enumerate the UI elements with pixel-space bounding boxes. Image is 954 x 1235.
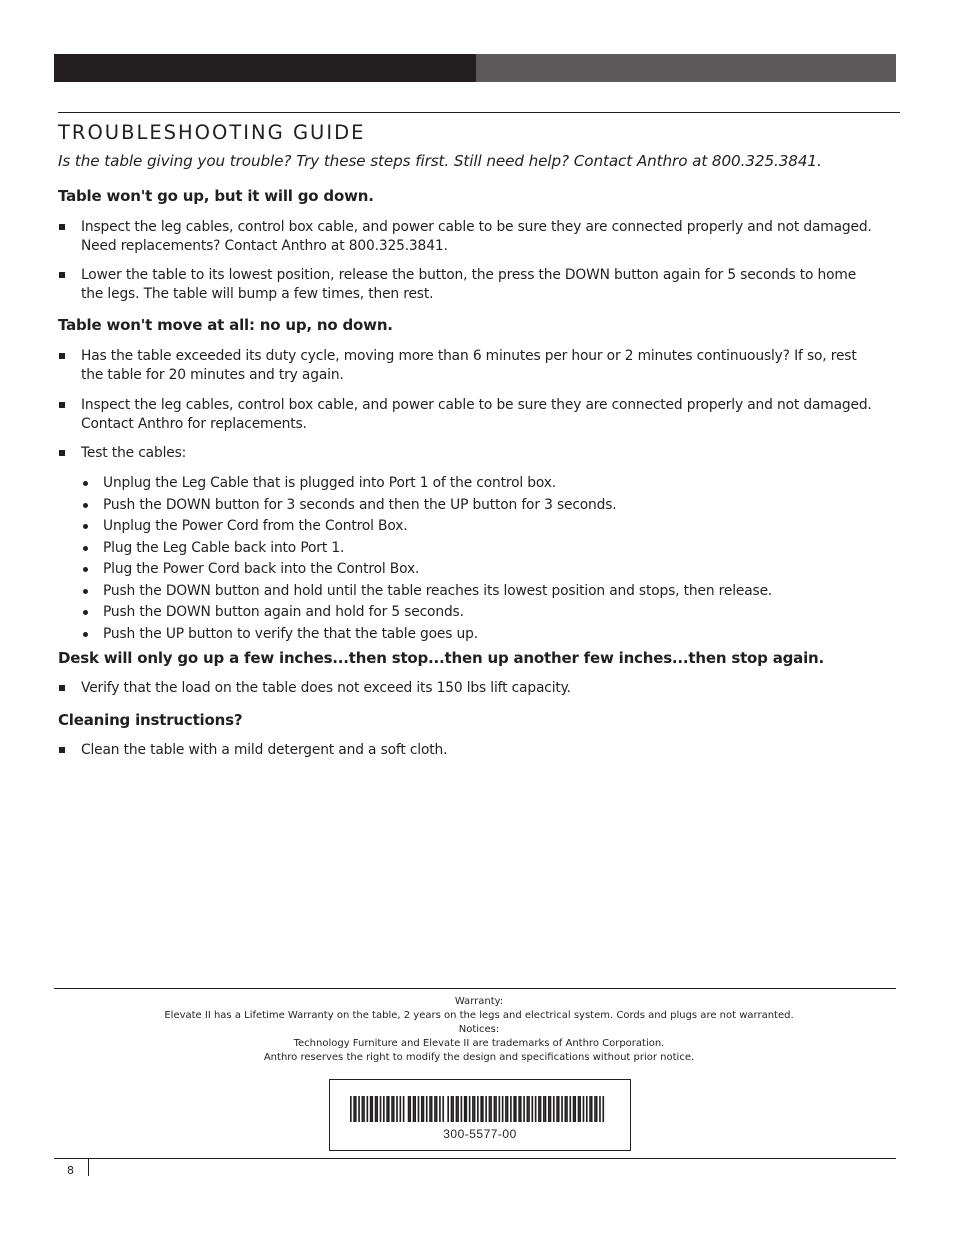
list-item-text: Has the table exceeded its duty cycle, moving more than 6 minutes per hour or 2 minutes continuously? If so, rest the table for 20 minutes and try again. <box>81 348 857 383</box>
bottom-rule <box>54 1158 896 1159</box>
page-number: 8 <box>67 1164 74 1177</box>
list-item <box>58 396 878 433</box>
sub-list-item <box>80 517 880 535</box>
sub-list-item <box>80 560 880 578</box>
title-rule <box>58 112 900 113</box>
sub-list-item <box>80 539 880 557</box>
barcode-icon <box>350 1096 610 1122</box>
list-item <box>58 679 878 698</box>
intro-text: Is the table giving you trouble? Try these steps first. Still need help? Contact Anthro at 800.325.3841. <box>58 152 822 170</box>
round-bullet-icon <box>83 589 88 594</box>
round-bullet-icon <box>83 567 88 572</box>
list-item-text: Inspect the leg cables, control box cable, and power cable to be sure they are connected properly and not damaged. Contact Anthro for replacements. <box>81 397 872 432</box>
square-bullet-icon <box>59 272 65 278</box>
sub-list-item <box>80 625 880 643</box>
section-heading-1: Table won't go up, but it will go down. <box>58 187 374 205</box>
list-item <box>58 741 878 760</box>
round-bullet-icon <box>83 481 88 486</box>
section-heading-3: Desk will only go up a few inches...then stop...then up another few inches...then stop again. <box>58 649 825 667</box>
square-bullet-icon <box>59 685 65 691</box>
warranty-text: Elevate II has a Lifetime Warranty on the table, 2 years on the legs and electrical system. Cords and plugs are not warranted. <box>164 1010 794 1021</box>
round-bullet-icon <box>83 632 88 637</box>
sub-list-item <box>80 603 880 621</box>
sub-list-item-text: Unplug the Power Cord from the Control Box. <box>103 518 408 534</box>
square-bullet-icon <box>59 353 65 359</box>
warranty-label: Warranty: <box>454 996 504 1007</box>
sub-list-item-text: Push the DOWN button and hold until the table reaches its lowest position and stops, then release. <box>103 583 773 599</box>
section-heading-4: Cleaning instructions? <box>58 711 243 729</box>
round-bullet-icon <box>83 610 88 615</box>
square-bullet-icon <box>59 450 65 456</box>
page-number-divider <box>88 1158 89 1176</box>
header-bar-gray-segment <box>476 54 896 82</box>
sub-list-item-text: Push the DOWN button again and hold for 5 seconds. <box>103 604 464 620</box>
list-item-text: Verify that the load on the table does not exceed its 150 lbs lift capacity. <box>81 680 571 696</box>
list-item <box>58 444 878 463</box>
notices-line-1: Technology Furniture and Elevate II are trademarks of Anthro Corporation. <box>293 1038 665 1049</box>
round-bullet-icon <box>83 524 88 529</box>
sub-list-item-text: Plug the Power Cord back into the Control Box. <box>103 561 420 577</box>
sub-list-item-text: Plug the Leg Cable back into Port 1. <box>103 540 345 556</box>
header-bar <box>54 54 896 82</box>
notices-line-2: Anthro reserves the right to modify the design and specifications without prior notice. <box>263 1052 695 1063</box>
sub-list-item-text: Push the DOWN button for 3 seconds and then the UP button for 3 seconds. <box>103 497 617 513</box>
list-item-text: Inspect the leg cables, control box cable, and power cable to be sure they are connected properly and not damaged. Need replacements? Contact Anthro at 800.325.3841. <box>81 219 872 254</box>
sub-list-item-text: Unplug the Leg Cable that is plugged into Port 1 of the control box. <box>103 475 557 491</box>
section-heading-2: Table won't move at all: no up, no down. <box>58 316 393 334</box>
sub-list-item-text: Push the UP button to verify the that the table goes up. <box>103 626 478 642</box>
square-bullet-icon <box>59 747 65 753</box>
list-item <box>58 347 878 384</box>
notices-label: Notices: <box>458 1024 500 1035</box>
sub-list-item <box>80 474 880 492</box>
list-item-text: Lower the table to its lowest position, release the button, the press the DOWN button again for 5 seconds to home the legs. The table will bump a few times, then rest. <box>81 267 857 302</box>
square-bullet-icon <box>59 402 65 408</box>
footer-rule <box>54 988 896 989</box>
round-bullet-icon <box>83 546 88 551</box>
header-bar-dark-segment <box>54 54 476 82</box>
page-title: TROUBLESHOOTING GUIDE <box>58 121 366 144</box>
list-item <box>58 266 878 303</box>
list-item <box>58 218 878 255</box>
list-item-text: Clean the table with a mild detergent and a soft cloth. <box>81 742 448 758</box>
list-item-text: Test the cables: <box>81 445 187 461</box>
round-bullet-icon <box>83 503 88 508</box>
barcode-number: 300-5577-00 <box>443 1127 517 1141</box>
sub-list-item <box>80 496 880 514</box>
barcode-label <box>329 1079 631 1151</box>
square-bullet-icon <box>59 224 65 230</box>
footer-notes <box>54 995 904 1065</box>
sub-list-item <box>80 582 880 600</box>
